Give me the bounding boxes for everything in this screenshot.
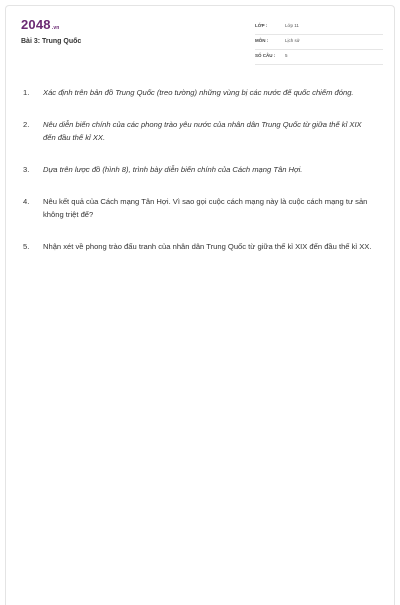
question-item (23, 240, 375, 253)
worksheet-page (5, 5, 395, 605)
question-number: 2. (23, 120, 30, 129)
question-number: 1. (23, 88, 30, 97)
meta-value-class: Lớp 11 (285, 23, 299, 28)
lesson-title: Bài 3: Trung Quốc (21, 38, 82, 45)
question-item (23, 195, 375, 221)
question-text: Xác định trên bản đồ Trung Quốc (treo tường) những vùng bị các nước đế quốc chiếm đóng. (43, 88, 354, 97)
meta-label-class: LỚP : (255, 23, 268, 28)
question-text: Nhận xét về phong trào đấu tranh của nhân dân Trung Quốc từ giữa thế kỉ XIX đến đầu thế kỉ XX. (43, 242, 372, 251)
question-text: Nêu diễn biến chính của các phong trào yêu nước của nhân dân Trung Quốc từ giữa thế kỉ XIX đến đầu thế kỉ XX. (43, 120, 362, 142)
question-item (23, 118, 375, 144)
question-text: Nêu kết quả của Cách mạng Tân Hợi. Vì sao gọi cuộc cách mạng này là cuộc cách mạng tư sản không triệt để? (43, 197, 368, 219)
question-text: Dựa trên lược đồ (hình 8), trình bày diễn biến chính của Cách mạng Tân Hợi. (43, 165, 303, 174)
site-logo[interactable] (21, 18, 60, 35)
worksheet-meta (255, 20, 383, 65)
meta-label-question-count: SỐ CÂU : (255, 53, 276, 58)
logo-suffix-text: .vn (51, 25, 60, 31)
question-number: 4. (23, 197, 30, 206)
meta-label-subject: MÔN : (255, 38, 269, 43)
question-item (23, 163, 375, 176)
meta-row-class (255, 20, 383, 35)
logo-main-text: 2048 (21, 17, 51, 32)
question-number: 3. (23, 165, 30, 174)
worksheet-header (6, 6, 396, 66)
meta-row-subject (255, 35, 383, 50)
meta-row-question-count (255, 50, 383, 65)
meta-value-subject: Lịch sử (285, 38, 300, 43)
question-list (23, 86, 375, 272)
meta-value-question-count: 5 (285, 53, 288, 58)
question-number: 5. (23, 242, 30, 251)
question-item (23, 86, 375, 99)
